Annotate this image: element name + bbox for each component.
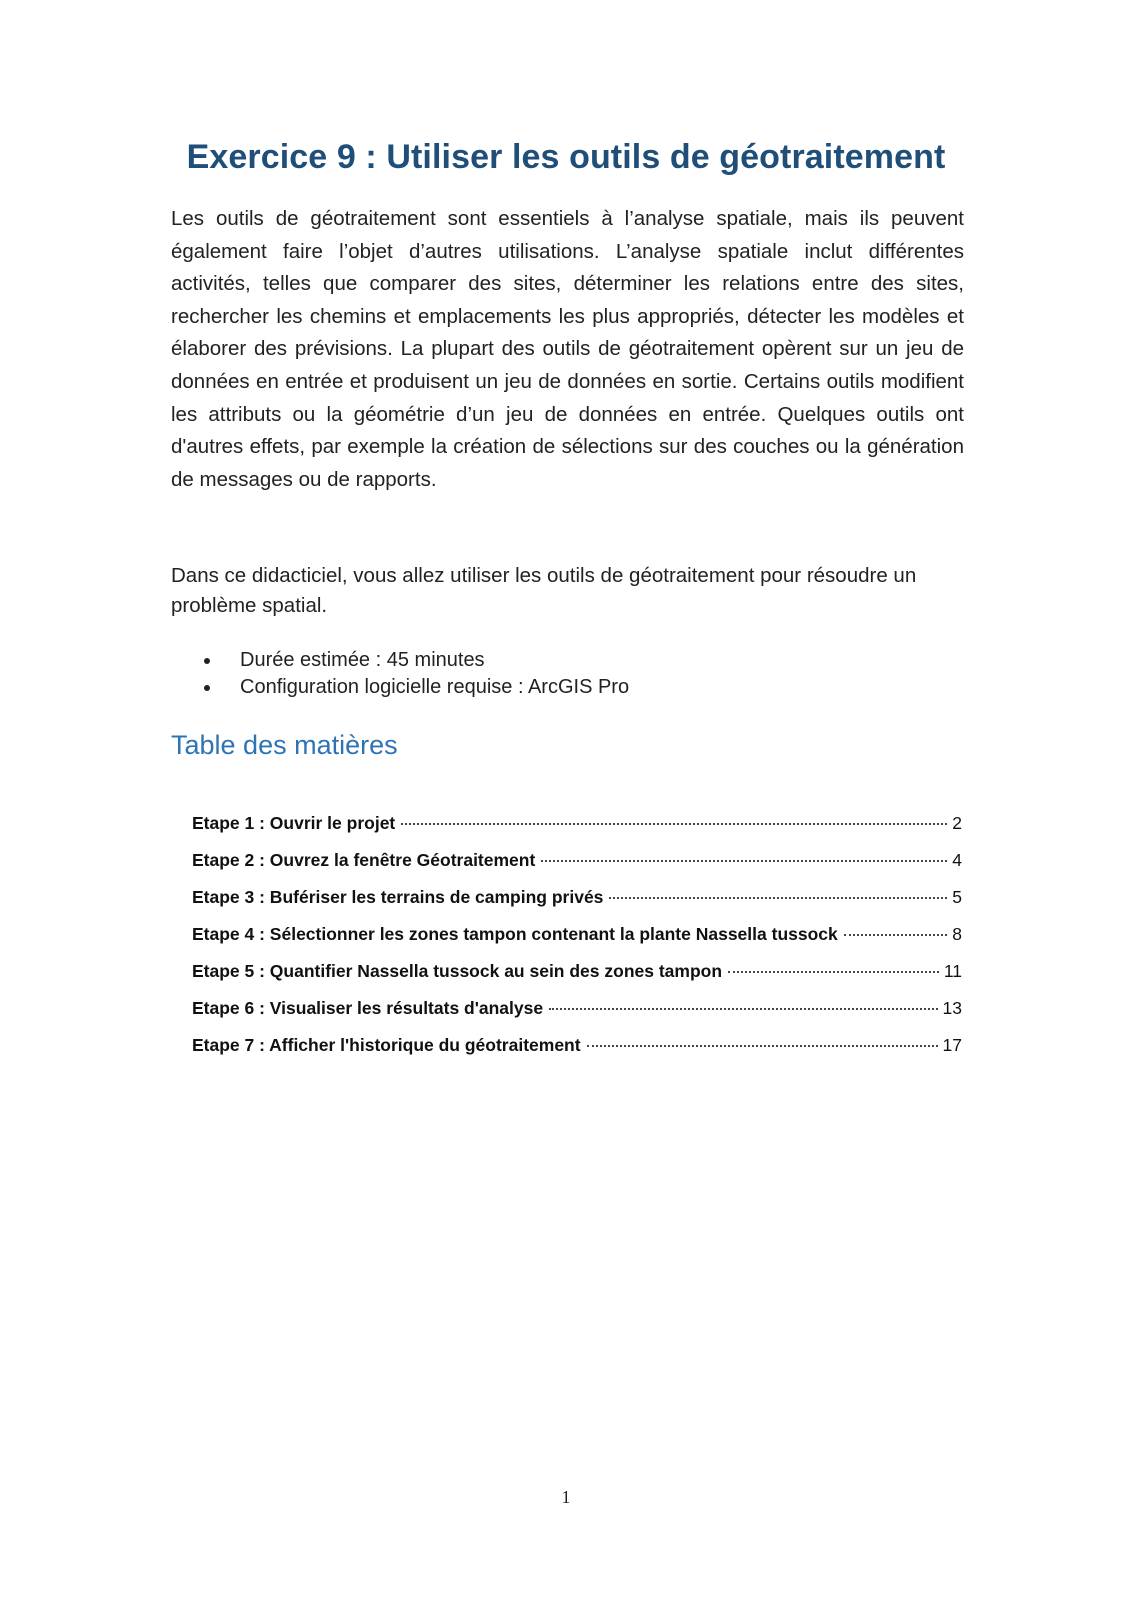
dot-leader: [549, 1008, 937, 1010]
toc-entry[interactable]: [192, 1034, 962, 1071]
intro-paragraph: Les outils de géotraitement sont essentiels à l’analyse spatiale, mais ils peuvent également faire l’objet d’autres utilisations. L’analyse spatiale inclut différentes activités, telles que comparer des sites, déterminer les relations entre des sites, rechercher les chemins et emplacements les plus appropriés, détecter les modèles et élaborer des prévisions. La plupart des outils de géotraitement opèrent sur un jeu de données en entrée et produisent un jeu de données en sortie. Certains outils modifient les attributs ou la géométrie d’un jeu de données en entrée. Quelques outils ont d'autres effets, par exemple la création de sélections sur des couches ou la génération de messages ou de rapports.: [171, 207, 964, 491]
dot-leader: [609, 897, 947, 899]
toc-entry-page: 2: [952, 813, 962, 833]
toc-entry-label[interactable]: Etape 3 : Bufériser les terrains de camping privés: [192, 887, 604, 907]
tutorial-paragraph: Dans ce didacticiel, vous allez utiliser les outils de géotraitement pour résoudre un problème spatial.: [171, 564, 917, 617]
toc-entry-page: 11: [943, 961, 962, 981]
dot-leader: [728, 971, 939, 973]
dot-leader: [541, 860, 947, 862]
bullet-icon: [204, 685, 210, 691]
toc-entry-label[interactable]: Etape 5 : Quantifier Nassella tussock au sein des zones tampon: [192, 961, 723, 981]
toc-entry-page: 17: [942, 1035, 962, 1055]
toc-entry[interactable]: [192, 886, 962, 923]
toc-entry-label[interactable]: Etape 4 : Sélectionner les zones tampon contenant la plante Nassella tussock: [192, 924, 838, 944]
dot-leader: [844, 934, 948, 936]
dot-leader: [401, 823, 947, 825]
info-list: [171, 647, 629, 701]
toc-entry[interactable]: [192, 960, 962, 997]
toc-entry[interactable]: [192, 997, 962, 1034]
toc-entry-label[interactable]: Etape 2 : Ouvrez la fenêtre Géotraitement: [192, 850, 536, 870]
dot-leader: [587, 1045, 938, 1047]
list-item: [171, 647, 629, 674]
toc-entry-page: 13: [942, 998, 962, 1018]
toc-entry-page: 8: [952, 924, 962, 944]
toc-entry-label[interactable]: Etape 1 : Ouvrir le projet: [192, 813, 396, 833]
page-title: Exercice 9 : Utiliser les outils de géotraitement: [186, 138, 946, 176]
toc-entry-page: 5: [952, 887, 962, 907]
page-number: 1: [561, 1487, 571, 1507]
list-item-text: Durée estimée : 45 minutes: [240, 649, 485, 671]
toc-entry-page: 4: [952, 850, 962, 870]
toc-entry[interactable]: [192, 849, 962, 886]
toc-heading: Table des matières: [171, 730, 398, 760]
toc-entry[interactable]: [192, 923, 962, 960]
toc-entry-label[interactable]: Etape 7 : Afficher l'historique du géotraitement: [192, 1035, 581, 1055]
toc-entry-label[interactable]: Etape 6 : Visualiser les résultats d'analyse: [192, 998, 544, 1018]
list-item-text: Configuration logicielle requise : ArcGIS Pro: [240, 676, 630, 698]
table-of-contents: [192, 812, 962, 1071]
toc-entry[interactable]: [192, 812, 962, 849]
list-item: [171, 674, 629, 701]
bullet-icon: [204, 658, 210, 664]
